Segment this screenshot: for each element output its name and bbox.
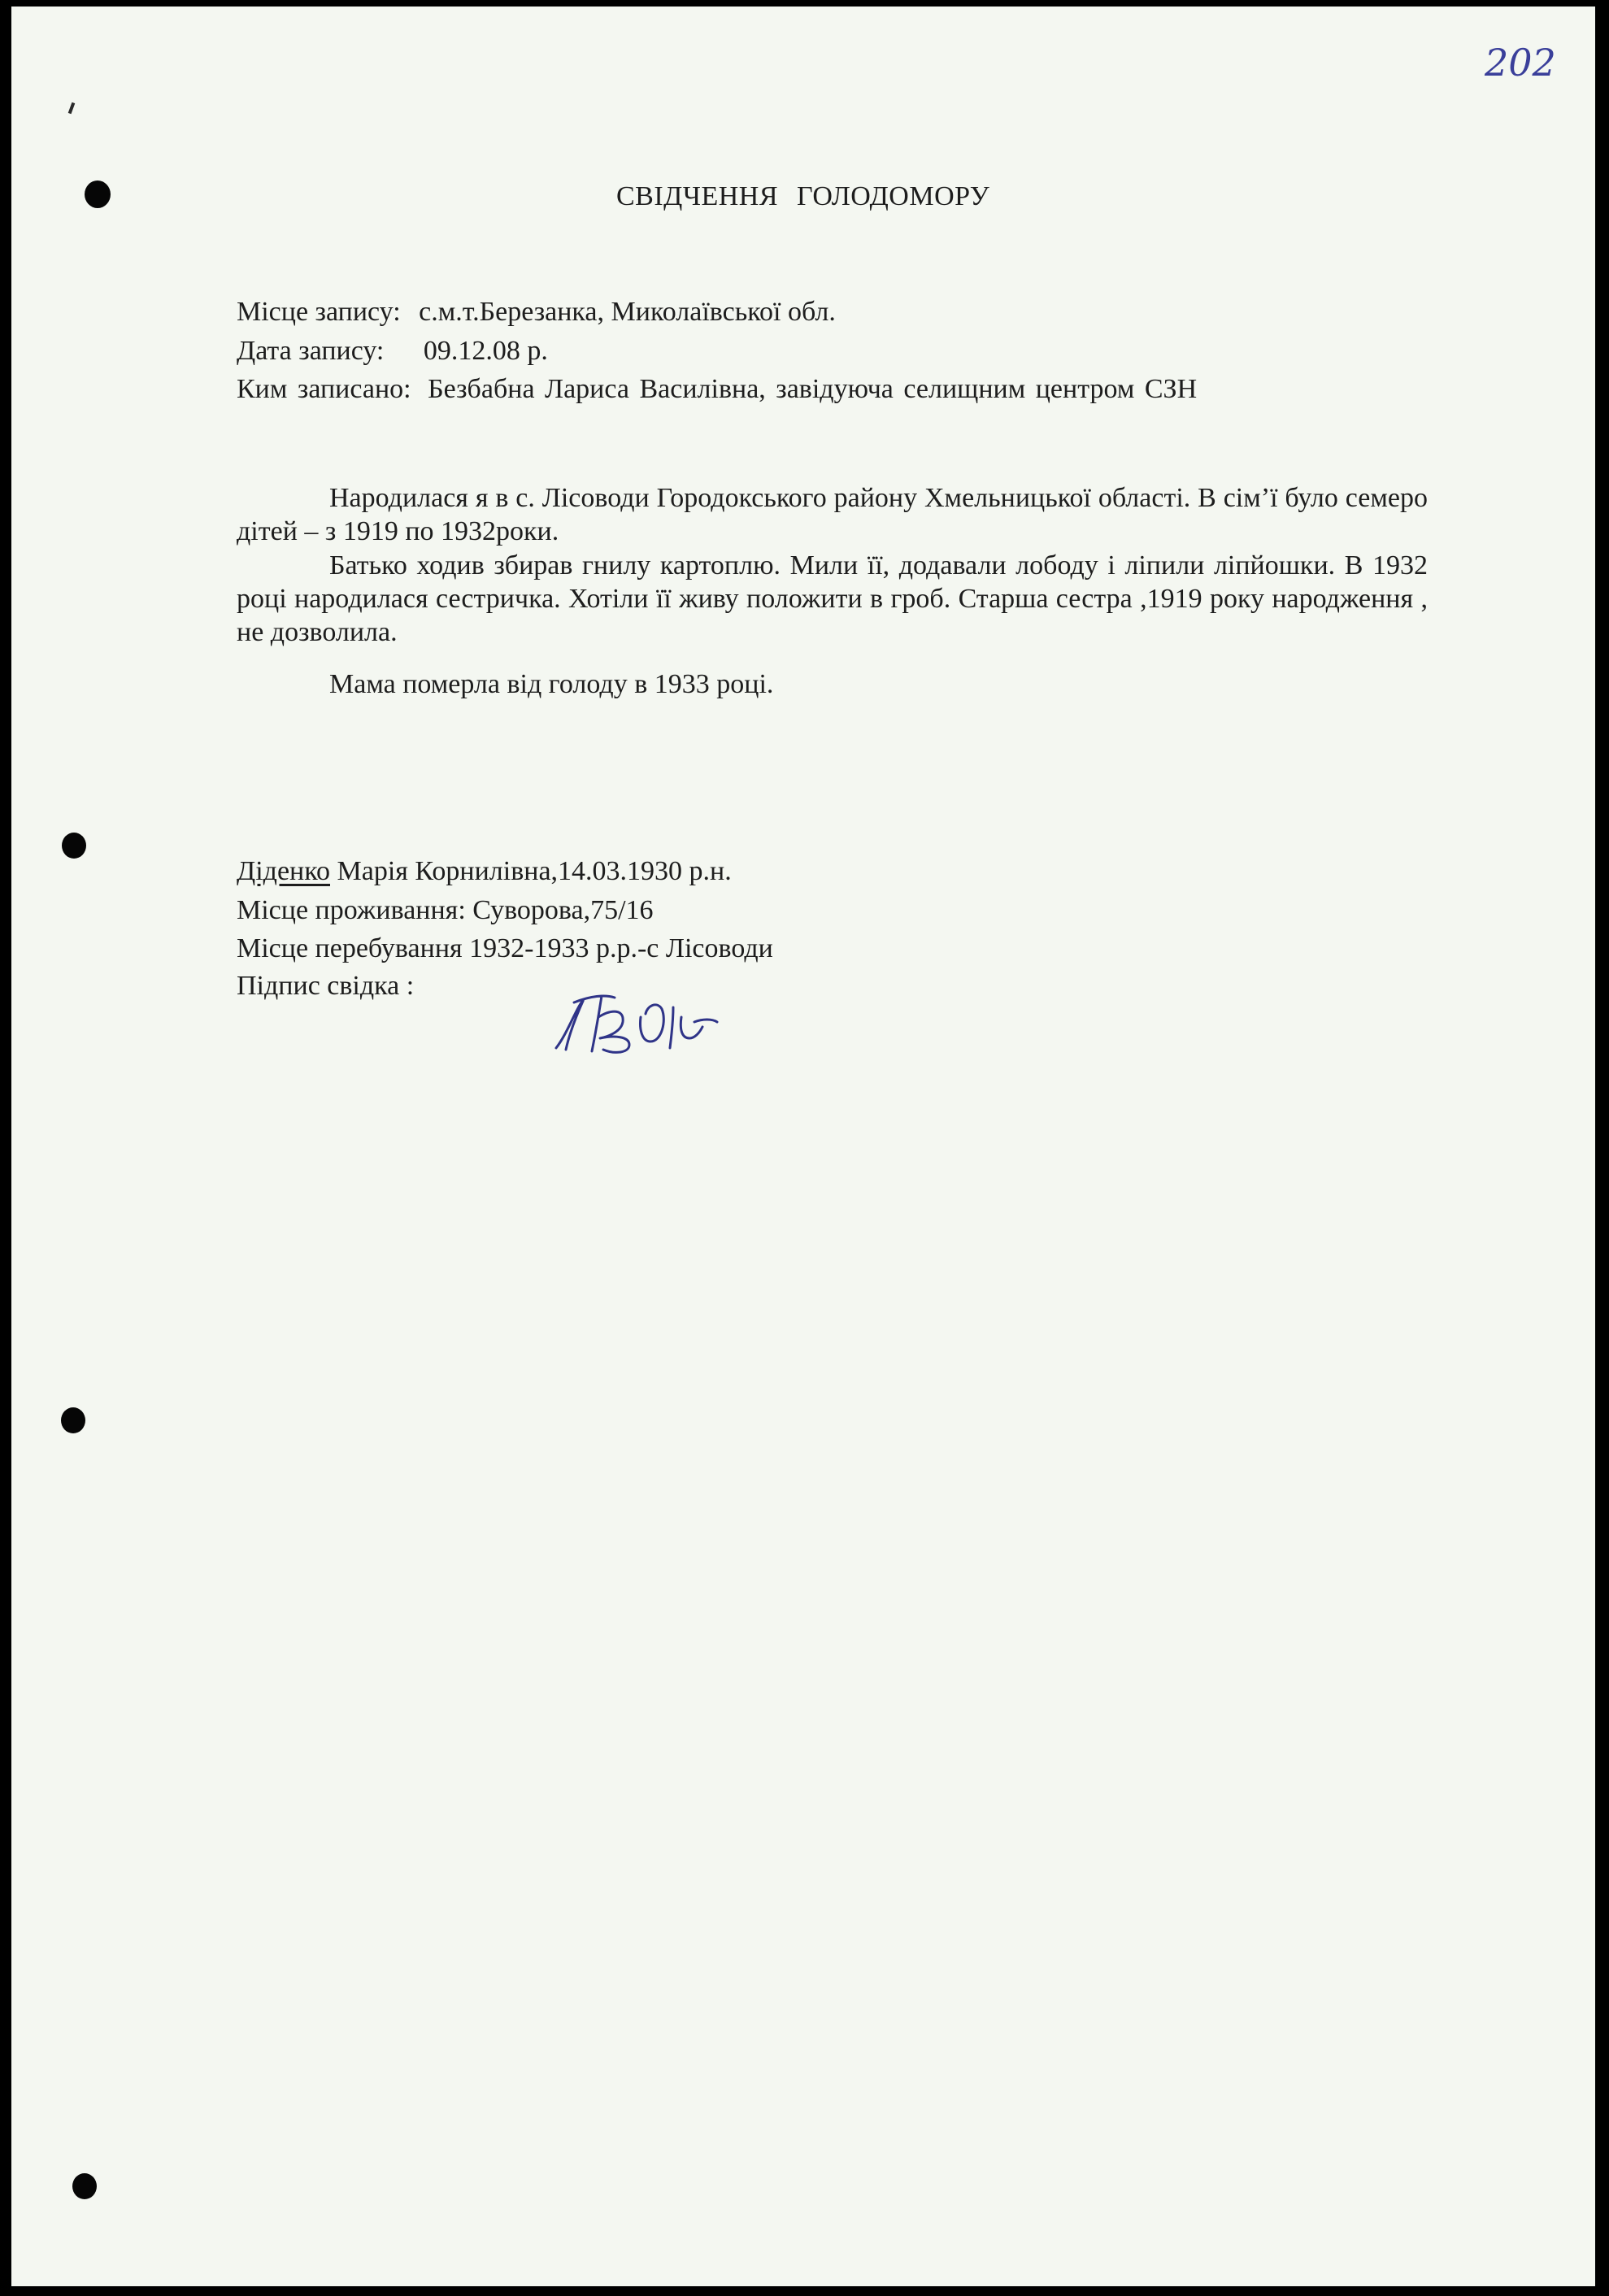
record-recorder-label: Ким записано: (237, 374, 411, 404)
witness-surname: Діденко (237, 856, 331, 886)
record-place-label: Місце запису: (237, 297, 401, 327)
witness-name-rest: Марія Корнилівна,14.03.1930 р.н. (330, 856, 732, 886)
testimony-paragraph-3: Мама померла від голоду в 1933 році. (329, 669, 774, 699)
witness-residence: Місце проживання: Суворова,75/16 (237, 895, 654, 925)
scan-mark (68, 102, 76, 115)
punch-hole-icon (85, 180, 111, 208)
record-recorder-value: Безбабна Лариса Василівна, завідуюча селищним центром СЗН (428, 374, 1198, 404)
folio-number: 202 (1485, 41, 1556, 85)
record-place (237, 296, 836, 328)
punch-hole-icon (62, 833, 86, 859)
record-date (237, 335, 548, 367)
record-recorder (237, 373, 1197, 406)
testimony-paragraph-1: Народилася я в с. Лісоводи Городокського району Хмельницької області. В сім’ї було семеро дітей – з 1919 по 1932роки. (237, 483, 1428, 546)
testimony-paragraph-2: Батько ходив збирав гнилу картоплю. Мили її, додавали лободу і ліпили ліпйошки. В 1932 році народилася сестричка. Хотіли її живу положити в гроб. Старша сестра ,1919 року народження , не дозволила. (237, 550, 1428, 647)
signature-icon (551, 985, 722, 1058)
witness-name (237, 855, 732, 888)
record-date-value: 09.12.08 р. (423, 336, 548, 366)
witness-stay: Місце перебування 1932-1933 р.р.-с Лісоводи (237, 933, 773, 963)
punch-hole-icon (72, 2173, 97, 2199)
signature-label: Підпис свідка : (237, 971, 415, 1001)
record-place-value: с.м.т.Березанка, Миколаївської обл. (419, 297, 836, 327)
punch-hole-icon (61, 1407, 85, 1433)
document-page (11, 7, 1595, 2286)
record-date-label: Дата запису: (237, 336, 385, 366)
page-title: СВІДЧЕННЯ ГОЛОДОМОРУ (616, 181, 990, 211)
